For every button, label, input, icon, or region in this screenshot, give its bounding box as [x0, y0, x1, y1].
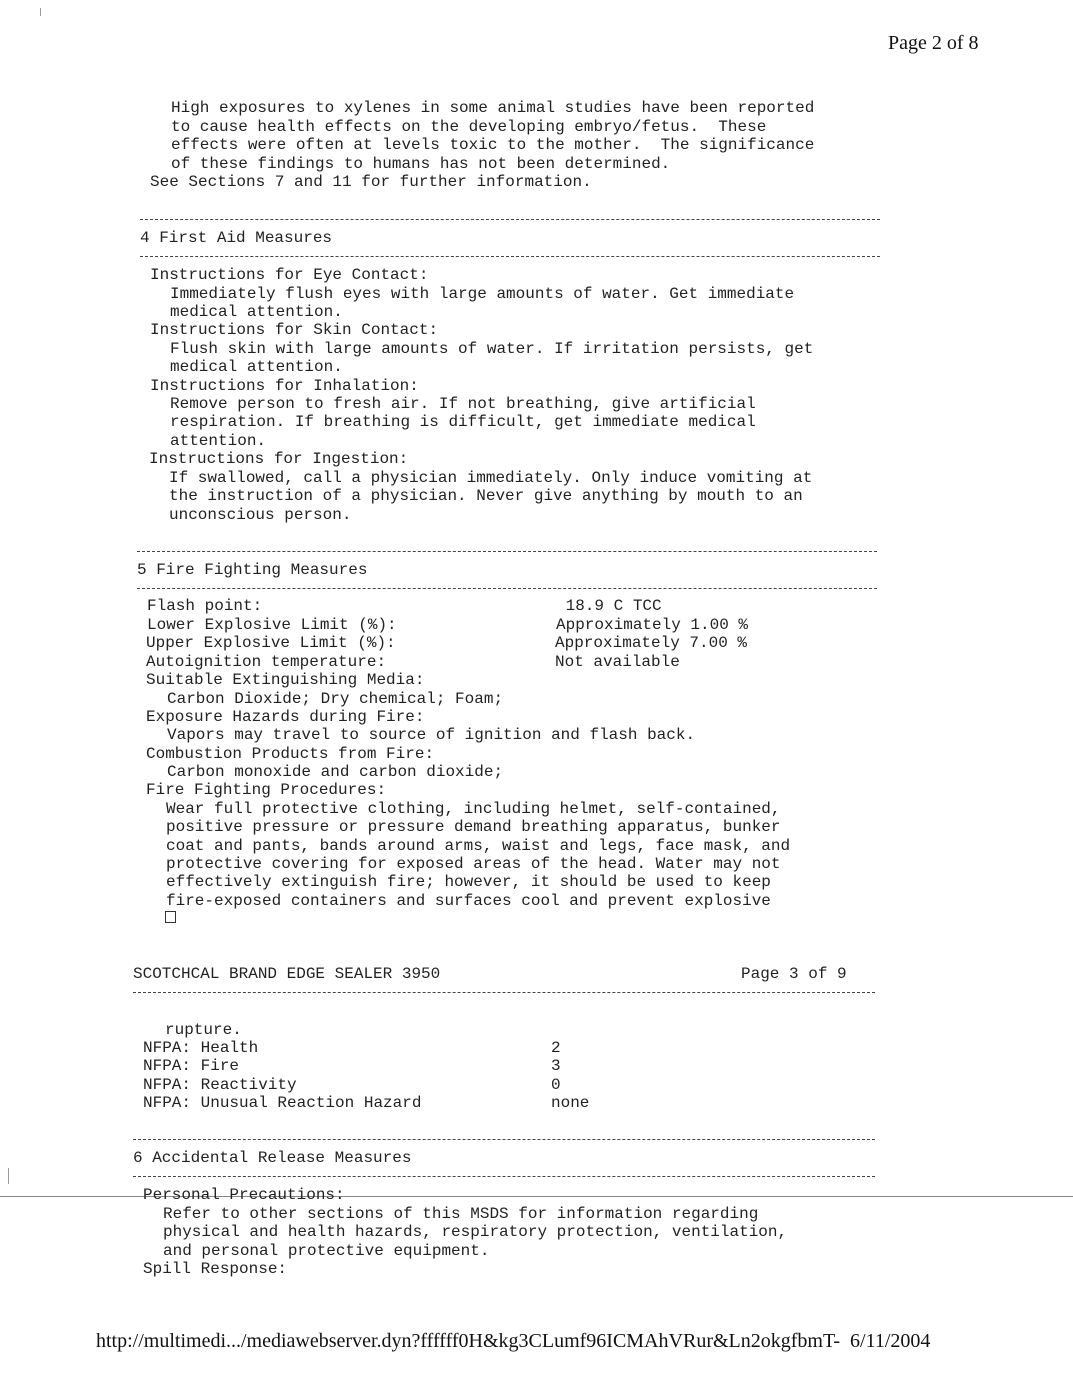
extinguishing-media-label: Suitable Extinguishing Media:	[146, 671, 425, 689]
eye-contact-text: Immediately flush eyes with large amounts of water. Get immediate	[170, 285, 795, 303]
spill-response-label: Spill Response:	[143, 1260, 288, 1278]
extinguishing-media-text: Carbon Dioxide; Dry chemical; Foam;	[167, 690, 504, 708]
combustion-products-label: Combustion Products from Fire:	[146, 745, 435, 763]
page-break-divider	[133, 992, 875, 993]
nfpa-value: 0	[551, 1076, 561, 1094]
personal-precautions-label: Personal Precautions:	[143, 1186, 345, 1204]
nfpa-label: NFPA: Health	[143, 1039, 259, 1057]
scan-speck	[40, 8, 41, 16]
nfpa-value: 2	[551, 1039, 561, 1057]
personal-precautions-text: Refer to other sections of this MSDS for information regarding	[163, 1205, 759, 1223]
footer	[96, 1330, 930, 1353]
eye-contact-text: medical attention.	[170, 303, 343, 321]
ingestion-text: the instruction of a physician. Never give anything by mouth to an	[169, 487, 803, 505]
section-divider	[133, 1176, 875, 1177]
footer-date: 6/11/2004	[850, 1330, 931, 1352]
nfpa-label: NFPA: Fire	[143, 1057, 240, 1075]
nfpa-label: NFPA: Unusual Reaction Hazard	[143, 1094, 422, 1112]
prop-label: Lower Explosive Limit (%):	[147, 616, 397, 634]
nfpa-label: NFPA: Reactivity	[143, 1076, 297, 1094]
continued-text: rupture.	[165, 1021, 242, 1039]
fire-procedures-text: fire-exposed containers and surfaces cool and prevent explosive	[166, 892, 771, 910]
section-divider	[137, 551, 877, 552]
section-divider	[140, 256, 880, 257]
ingestion-label: Instructions for Ingestion:	[149, 450, 409, 468]
prop-label: Upper Explosive Limit (%):	[146, 634, 396, 652]
fire-procedures-text: coat and pants, bands around arms, waist and legs, face mask, and	[166, 837, 791, 855]
section-divider	[140, 219, 880, 220]
nfpa-value: none	[551, 1094, 590, 1112]
prop-label: Flash point:	[147, 597, 263, 615]
ingestion-text: unconscious person.	[169, 506, 352, 524]
fire-procedures-label: Fire Fighting Procedures:	[146, 781, 387, 799]
section4-title: 4 First Aid Measures	[140, 229, 333, 247]
inhalation-text: respiration. If breathing is difficult, get immediate medical	[170, 413, 756, 431]
ingestion-text: If swallowed, call a physician immediately. Only induce vomiting at	[169, 469, 813, 487]
eye-contact-label: Instructions for Eye Contact:	[150, 266, 429, 284]
section-divider	[137, 588, 877, 589]
fire-procedures-text: positive pressure or pressure demand breathing apparatus, bunker	[166, 818, 781, 836]
prop-value: 18.9 C TCC	[556, 597, 662, 615]
exposure-hazards-text: Vapors may travel to source of ignition and flash back.	[167, 726, 696, 744]
skin-contact-label: Instructions for Skin Contact:	[150, 321, 439, 339]
combustion-products-text: Carbon monoxide and carbon dioxide;	[167, 763, 504, 781]
fire-procedures-text: Wear full protective clothing, including helmet, self-contained,	[166, 800, 781, 818]
prop-label: Autoignition temperature:	[146, 653, 387, 671]
intro-line: effects were often at levels toxic to the mother. The significance	[171, 136, 815, 154]
section-divider	[133, 1139, 875, 1140]
intro-see-also: See Sections 7 and 11 for further information.	[150, 173, 592, 191]
exposure-hazards-label: Exposure Hazards during Fire:	[146, 708, 425, 726]
footer-url: http://multimedi.../mediawebserver.dyn?ffffff0H&kg3CLumf96ICMAhVRur&Ln2okgfbmT-	[96, 1330, 841, 1352]
personal-precautions-text: physical and health hazards, respiratory protection, ventilation,	[163, 1223, 788, 1241]
intro-line: to cause health effects on the developing embryo/fetus. These	[171, 118, 767, 136]
skin-contact-text: medical attention.	[170, 358, 343, 376]
empty-box-glyph	[165, 911, 176, 923]
page-number-top: Page 2 of 8	[888, 32, 979, 54]
inhalation-text: Remove person to fresh air. If not breathing, give artificial	[170, 395, 756, 413]
nfpa-value: 3	[551, 1057, 561, 1075]
personal-precautions-text: and personal protective equipment.	[163, 1242, 490, 1260]
skin-contact-text: Flush skin with large amounts of water. If irritation persists, get	[170, 340, 814, 358]
section6-title: 6 Accidental Release Measures	[133, 1149, 412, 1167]
section5-title: 5 Fire Fighting Measures	[137, 561, 368, 579]
prop-value: Approximately 7.00 %	[555, 634, 748, 652]
scan-speck	[8, 1168, 9, 1184]
intro-line: High exposures to xylenes in some animal studies have been reported	[171, 99, 815, 117]
intro-line: of these findings to humans has not been determined.	[171, 155, 671, 173]
prop-value: Not available	[555, 653, 680, 671]
inhalation-label: Instructions for Inhalation:	[150, 377, 419, 395]
prop-value: Approximately 1.00 %	[556, 616, 749, 634]
fire-procedures-text: protective covering for exposed areas of the head. Water may not	[166, 855, 781, 873]
product-name: SCOTCHCAL BRAND EDGE SEALER 3950	[133, 965, 441, 983]
inhalation-text: attention.	[170, 432, 267, 450]
inner-page-label: Page 3 of 9	[741, 965, 847, 983]
fire-procedures-text: effectively extinguish fire; however, it should be used to keep	[166, 873, 771, 891]
